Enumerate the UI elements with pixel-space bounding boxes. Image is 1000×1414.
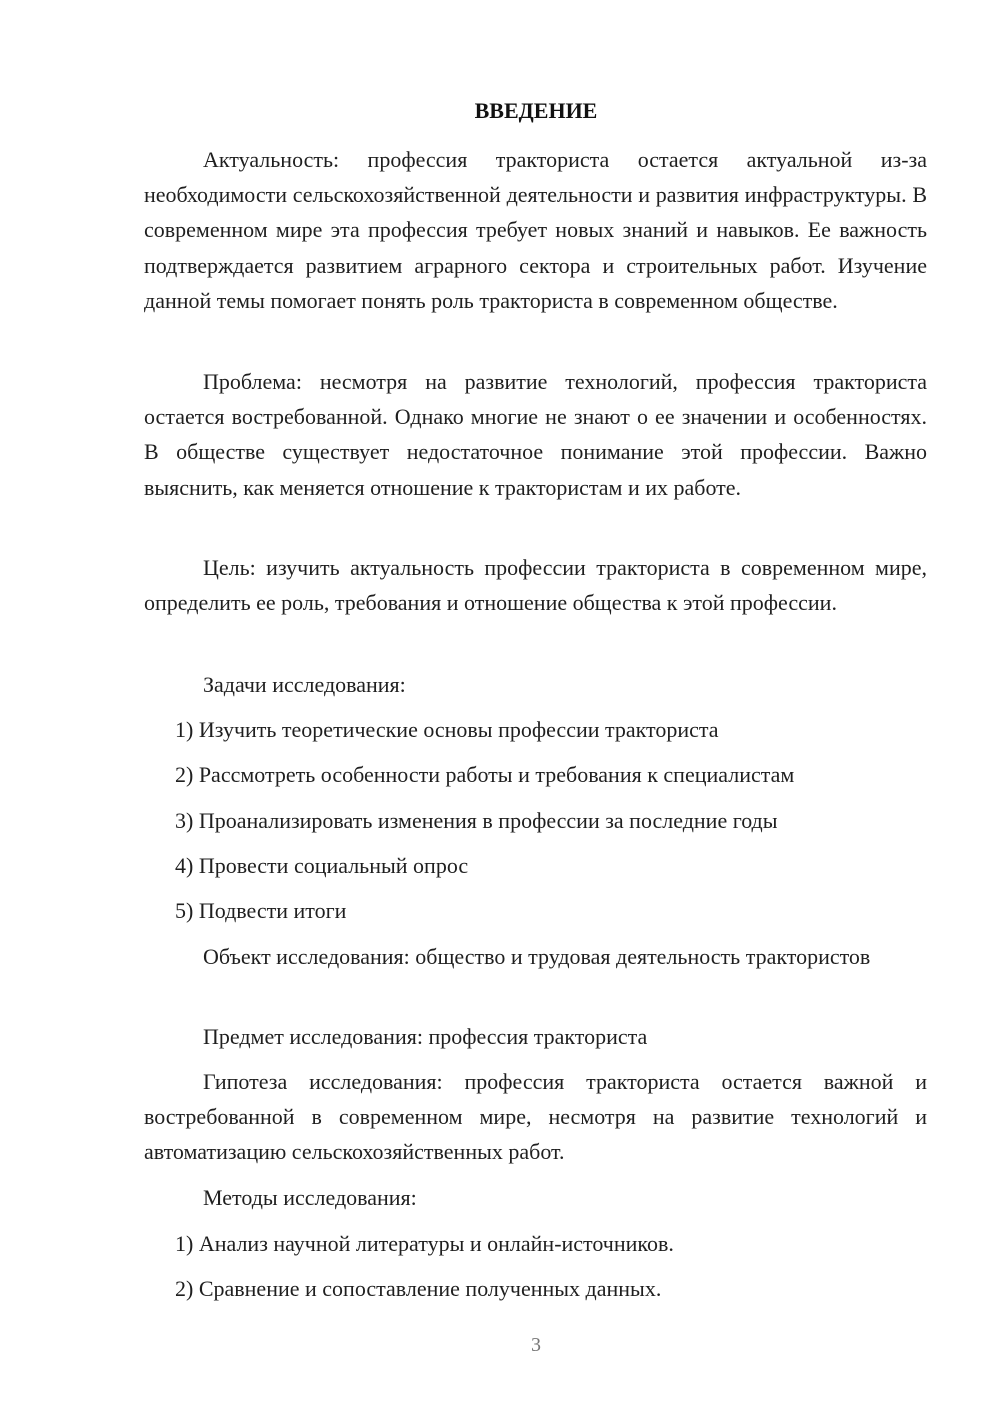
hypothesis-section bbox=[144, 1064, 927, 1170]
tasks-list-2 bbox=[144, 757, 927, 792]
list-item: 1) Анализ научной литературы и онлайн-источников. bbox=[175, 1231, 674, 1256]
relevance-section bbox=[144, 142, 927, 318]
list-item: 2) Рассмотреть особенности работы и требования к специалистам bbox=[175, 762, 795, 787]
subject-paragraph: Предмет исследования: профессия тракториста bbox=[203, 1024, 648, 1049]
page-number: 3 bbox=[531, 1334, 541, 1356]
methods-list-2 bbox=[144, 1271, 927, 1306]
tasks-list-4 bbox=[144, 848, 927, 883]
tasks-list-3 bbox=[144, 803, 927, 838]
object-paragraph: Объект исследования: общество и трудовая деятельность трактористов bbox=[203, 944, 871, 969]
goal-section bbox=[144, 550, 927, 620]
tasks-heading: Задачи исследования: bbox=[203, 672, 406, 697]
tasks-heading-section bbox=[144, 667, 927, 702]
object-section bbox=[144, 939, 927, 974]
methods-heading-section bbox=[144, 1180, 927, 1215]
list-item: 3) Проанализировать изменения в профессии за последние годы bbox=[175, 808, 778, 833]
problem-paragraph: Проблема: несмотря на развитие технологий, профессия тракториста остается востребованной. Однако многие не знают о ее значении и особенностях. В обществе существует недостаточное понимание этой профессии. Важно выяснить, как меняется отношение к трактористам и их работе. bbox=[144, 369, 927, 500]
subject-section bbox=[144, 1019, 927, 1054]
list-item: 1) Изучить теоретические основы профессии тракториста bbox=[175, 717, 719, 742]
page-title: ВВЕДЕНИЕ bbox=[474, 98, 598, 123]
goal-paragraph: Цель: изучить актуальность профессии тракториста в современном мире, определить ее роль, требования и отношение общества к этой профессии. bbox=[144, 555, 927, 616]
tasks-list bbox=[144, 712, 927, 747]
problem-section bbox=[144, 364, 927, 505]
list-item: 5) Подвести итоги bbox=[175, 898, 347, 923]
list-item: 2) Сравнение и сопоставление полученных данных. bbox=[175, 1276, 662, 1301]
tasks-list-5 bbox=[144, 893, 927, 928]
hypothesis-paragraph: Гипотеза исследования: профессия тракториста остается важной и востребованной в современном мире, несмотря на развитие технологий и автоматизацию сельскохозяйственных работ. bbox=[144, 1069, 927, 1165]
list-item: 4) Провести социальный опрос bbox=[175, 853, 469, 878]
relevance-paragraph: Актуальность: профессия тракториста остается актуальной из-за необходимости сельскохозяйственной деятельности и развития инфраструктуры. В современном мире эта профессия требует новых знаний и навыков. Ее важность подтверждается развитием аграрного сектора и строительных работ. Изучение данной темы помогает понять роль тракториста в современном обществе. bbox=[144, 147, 927, 313]
methods-heading: Методы исследования: bbox=[203, 1185, 417, 1210]
methods-list bbox=[144, 1226, 927, 1261]
